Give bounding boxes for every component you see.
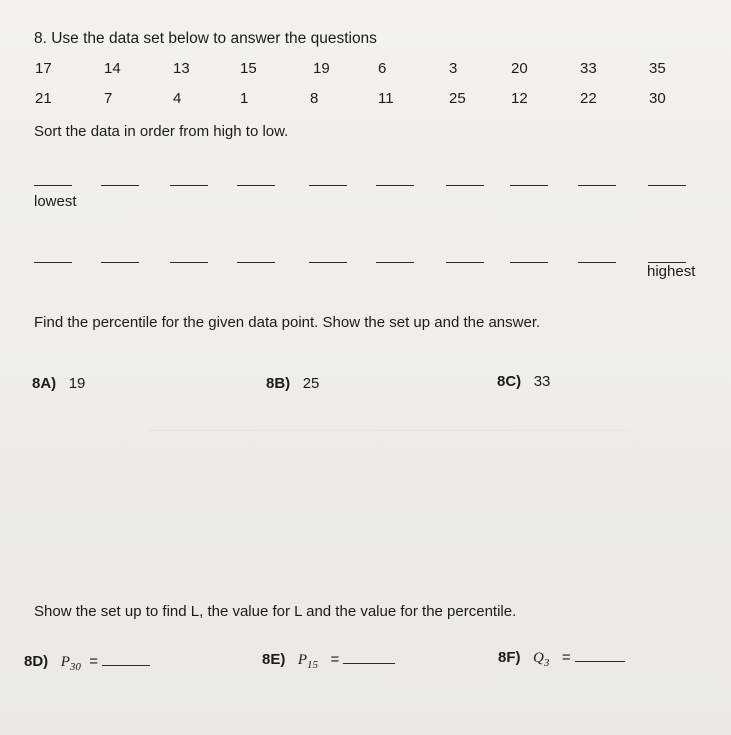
question-label: 8D) xyxy=(24,653,49,670)
data-value: 4 xyxy=(173,90,182,107)
equals-sign: = xyxy=(561,649,571,666)
answer-blank[interactable] xyxy=(510,262,548,263)
answer-blank[interactable] xyxy=(309,262,347,263)
answer-blank[interactable] xyxy=(237,262,275,263)
data-value: 13 xyxy=(173,60,190,77)
data-value: 33 xyxy=(580,60,597,77)
question-8a xyxy=(32,375,85,392)
data-value: 25 xyxy=(449,90,466,107)
answer-blank[interactable] xyxy=(578,185,616,186)
answer-blank[interactable] xyxy=(101,262,139,263)
data-value: 21 xyxy=(35,90,52,107)
question-title: 8. Use the data set below to answer the questions xyxy=(34,30,377,47)
answer-blank[interactable] xyxy=(376,262,414,263)
data-value: 22 xyxy=(580,90,597,107)
data-value: 15 xyxy=(240,60,257,77)
equals-sign: = xyxy=(89,653,98,670)
question-value: 25 xyxy=(302,375,320,392)
location-instruction: Show the set up to find L, the value for L and the value for the percentile. xyxy=(34,603,517,620)
question-8d xyxy=(24,653,150,673)
quartile-subscript: 3 xyxy=(543,657,550,669)
data-value: 20 xyxy=(511,60,528,77)
question-label: 8E) xyxy=(262,651,286,668)
question-8b xyxy=(266,375,319,392)
data-value: 30 xyxy=(649,90,666,107)
answer-blank[interactable] xyxy=(102,665,150,666)
lowest-label: lowest xyxy=(34,193,77,210)
question-label: 8F) xyxy=(498,649,521,666)
data-value: 7 xyxy=(104,90,113,107)
percentile-symbol: P xyxy=(60,654,70,670)
question-8f xyxy=(498,649,625,669)
question-label: 8B) xyxy=(266,375,291,392)
percentile-subscript: 30 xyxy=(69,661,81,673)
data-value: 14 xyxy=(104,60,121,77)
percentile-symbol: P xyxy=(297,652,308,668)
bleed-through-mark xyxy=(150,430,630,441)
question-label: 8C) xyxy=(497,373,522,390)
answer-blank[interactable] xyxy=(446,185,484,186)
question-8c xyxy=(497,373,550,390)
data-value: 1 xyxy=(240,90,249,107)
answer-blank[interactable] xyxy=(34,262,72,263)
answer-blank[interactable] xyxy=(170,185,208,186)
question-value: 33 xyxy=(533,373,551,390)
answer-blank[interactable] xyxy=(34,185,72,186)
data-value: 12 xyxy=(511,90,528,107)
answer-blank[interactable] xyxy=(648,185,686,186)
answer-blank[interactable] xyxy=(237,185,275,186)
question-label: 8A) xyxy=(32,375,57,392)
quartile-symbol: Q xyxy=(533,650,544,666)
answer-blank[interactable] xyxy=(578,262,616,263)
percentile-subscript: 15 xyxy=(307,659,319,671)
data-value: 35 xyxy=(649,60,666,77)
answer-blank[interactable] xyxy=(343,663,395,664)
question-8e xyxy=(262,651,395,671)
answer-blank[interactable] xyxy=(446,262,484,263)
data-value: 17 xyxy=(35,60,52,77)
answer-blank[interactable] xyxy=(376,185,414,186)
answer-blank[interactable] xyxy=(170,262,208,263)
answer-blank[interactable] xyxy=(575,661,625,662)
percentile-instruction: Find the percentile for the given data point. Show the set up and the answer. xyxy=(34,314,541,331)
data-value: 6 xyxy=(378,60,387,77)
data-value: 8 xyxy=(310,90,319,107)
answer-blank[interactable] xyxy=(101,185,139,186)
answer-blank[interactable] xyxy=(309,185,347,186)
equals-sign: = xyxy=(330,651,340,668)
question-value: 19 xyxy=(68,375,86,392)
data-value: 11 xyxy=(378,90,394,107)
sort-instruction: Sort the data in order from high to low. xyxy=(34,123,289,140)
highest-label: highest xyxy=(647,263,696,280)
data-value: 19 xyxy=(313,60,330,77)
answer-blank[interactable] xyxy=(510,185,548,186)
data-value: 3 xyxy=(449,60,458,77)
